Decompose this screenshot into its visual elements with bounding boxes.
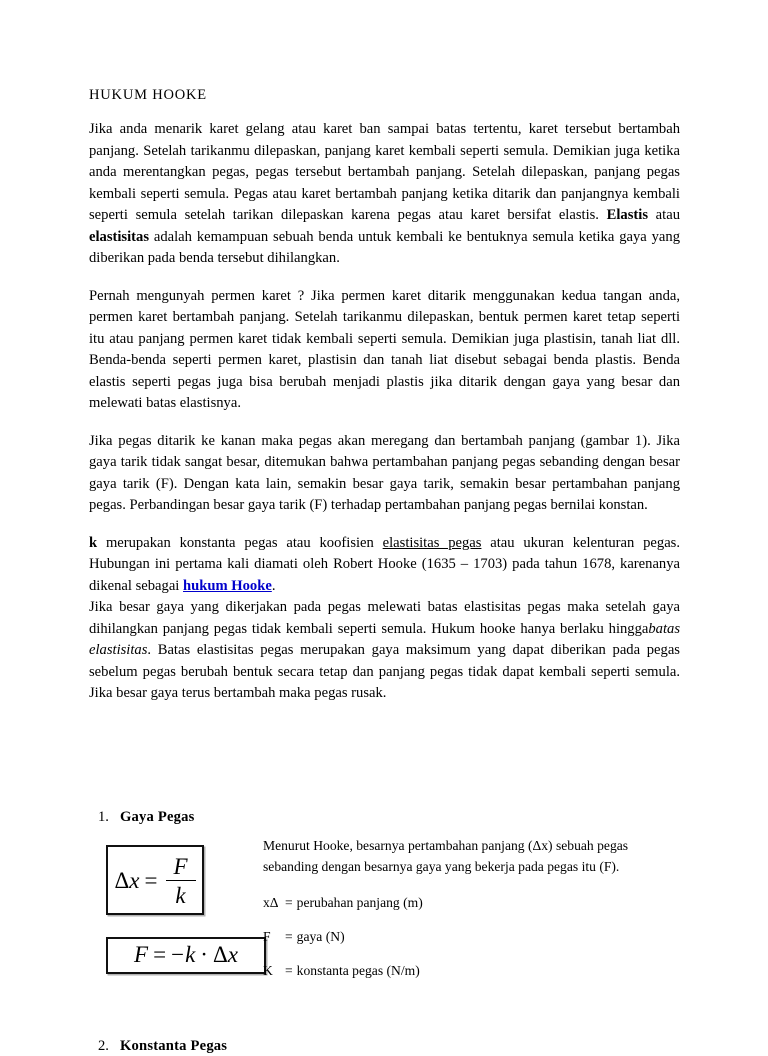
variable-x: x (129, 868, 140, 893)
description-column (263, 835, 673, 995)
definition-equals: = (285, 894, 293, 910)
document-content (89, 86, 680, 1056)
paragraph-plastis (89, 286, 680, 415)
section-2-number: 2. (98, 1037, 109, 1054)
fraction-f-over-k (166, 855, 196, 907)
paragraph-5-text-a: Jika besar gaya yang dikerjakan pada pegas melewati batas elastisitas pegas maka setelah gaya dihilangkan panjang pegas tidak kembali seperti semula. Hukum hooke hanya berlaku hingga (89, 599, 680, 637)
formula-box-hooke-law (106, 937, 266, 974)
paragraph-4-text-f: . (271, 577, 276, 594)
term-elastisitas-pegas-underline: elastisitas pegas (382, 534, 482, 551)
paragraph-4-text-d: atau ukuran kelenturan pegas. Hubungan ini pertama kali diamati oleh Robert Hooke (1635 – 1703) pada tahun 1678, karenanya dikenal sebagai (89, 534, 681, 594)
delta-symbol-2: Δ (212, 941, 228, 967)
dot-operator: · (200, 941, 208, 967)
term-elastis-bold: Elastis (606, 207, 648, 223)
equals-sign: = (144, 868, 158, 893)
section-1-number: 1. (98, 808, 109, 825)
section-heading-konstanta-pegas (89, 1036, 680, 1056)
equation-delta-x (115, 855, 196, 907)
definition-symbol: F (263, 928, 271, 944)
equals-sign-2: = (153, 941, 167, 967)
minus-sign: − (171, 941, 185, 967)
link-hukum-hooke[interactable]: hukum Hooke (183, 577, 272, 594)
definition-equals: = (285, 928, 293, 944)
variable-x-2: x (227, 941, 238, 967)
formula-box-delta-x (106, 845, 204, 915)
paragraph-gaya-tarik (89, 431, 680, 517)
definition-meaning: perubahan panjang (m) (296, 894, 423, 910)
fraction-numerator: F (173, 853, 188, 879)
description-text: Menurut Hooke, besarnya pertambahan panjang (Δx) sebuah pegas sebanding dengan besarnya gaya yang bekerja pada pegas itu (F). (263, 837, 629, 874)
paragraph-batas-elastisitas (89, 597, 680, 705)
variable-f: F (134, 941, 149, 967)
blank-spacer (89, 721, 680, 807)
definition-meaning: gaya (N) (296, 928, 345, 944)
definition-symbol: K (263, 962, 273, 978)
paragraph-1-text-a: Jika anda menarik karet gelang atau karet ban sampai batas tertentu, karet tersebut bertambah panjang. Setelah tarikanmu dilepaskan, panjang karet kembali seperti semula. Demikian juga ketika anda merentangkan pegas, pegas tersebut bertambah panjang. Setelah dilepaskan, panjang pegas kembali seperti semula. Pegas atau karet bertambah panjang ketika ditarik dan panjangnya kembali seperti semula setelah tarikan dilepaskan karena pegas atau karet bersifat elastis. (89, 121, 680, 223)
paragraph-1-text-e: adalah kemampuan sebuah benda untuk kembali ke bentuknya semula ketika gaya yang diberikan pada benda tersebut dihilangkan. (89, 228, 680, 266)
delta-symbol: Δ (114, 868, 130, 893)
paragraph-4-text-b: merupakan konstanta pegas atau koofisien (97, 534, 383, 551)
definition-equals: = (285, 962, 293, 978)
definition-symbol: xΔ (263, 894, 279, 910)
definition-meaning: konstanta pegas (N/m) (296, 962, 420, 978)
equation-f-equals-minus-k-delta-x (134, 943, 238, 966)
section-2-title: Konstanta Pegas (120, 1037, 228, 1054)
definition-row (263, 927, 673, 947)
page-title: HUKUM HOOKE (89, 87, 207, 103)
section-heading-gaya-pegas (89, 807, 680, 827)
fraction-denominator: k (175, 882, 186, 908)
formula-and-definitions-region (89, 837, 680, 1020)
paragraph-2-text: Pernah mengunyah permen karet ? Jika permen karet ditarik menggunakan kedua tangan anda, permen karet bertambah panjang. Setelah tarikanmu dilepaskan, bentuk permen karet tetap seperti itu atau panjang permen karet tidak kembali seperti semula. Demikian juga plastisin, tanah liat dll. Benda-benda seperti permen karet, plastisin dan tanah liat disebut sebagai benda plastis. Benda elastis seperti pegas juga bisa berubah menjadi plastis jika ditarik dengan gaya yang besar dan melewati batas elastisnya. (89, 287, 680, 411)
section-1-title: Gaya Pegas (120, 808, 195, 825)
paragraph-elastisitas (89, 119, 680, 270)
term-k-bold: k (89, 534, 98, 551)
term-batas-elastisitas-italic: batas elastisitas (89, 620, 680, 658)
term-elastisitas-bold: elastisitas (89, 228, 149, 245)
paragraph-5-text-c: . Batas elastisitas pegas merupakan gaya maksimum yang dapat diberikan pada pegas sebelum pegas berubah bentuk secara tetap dan panjang pegas tidak dapat kembali seperti semula. Jika besar gaya terus bertambah maka pegas rusak. (89, 642, 680, 701)
paragraph-konstanta-pegas (89, 533, 680, 598)
variable-k: k (185, 941, 196, 967)
paragraph-1-text-c: atau (648, 207, 680, 223)
definition-row (263, 961, 673, 981)
section-2-wrapper (89, 1036, 680, 1056)
variable-definitions-list (263, 893, 673, 981)
definition-row (263, 893, 673, 913)
paragraph-3-text: Jika pegas ditarik ke kanan maka pegas akan meregang dan bertambah panjang (gambar 1). Jika gaya tarik tidak sangat besar, ditemukan bahwa pertambahan panjang pegas sebanding dengan besar gaya tarik (F). Dengan kata lain, semakin besar gaya tarik, semakin besar pertambahan panjang pegas. Perbandingan besar gaya tarik (F) terhadap pertambahan panjang pegas bernilai konstan. (89, 432, 680, 513)
